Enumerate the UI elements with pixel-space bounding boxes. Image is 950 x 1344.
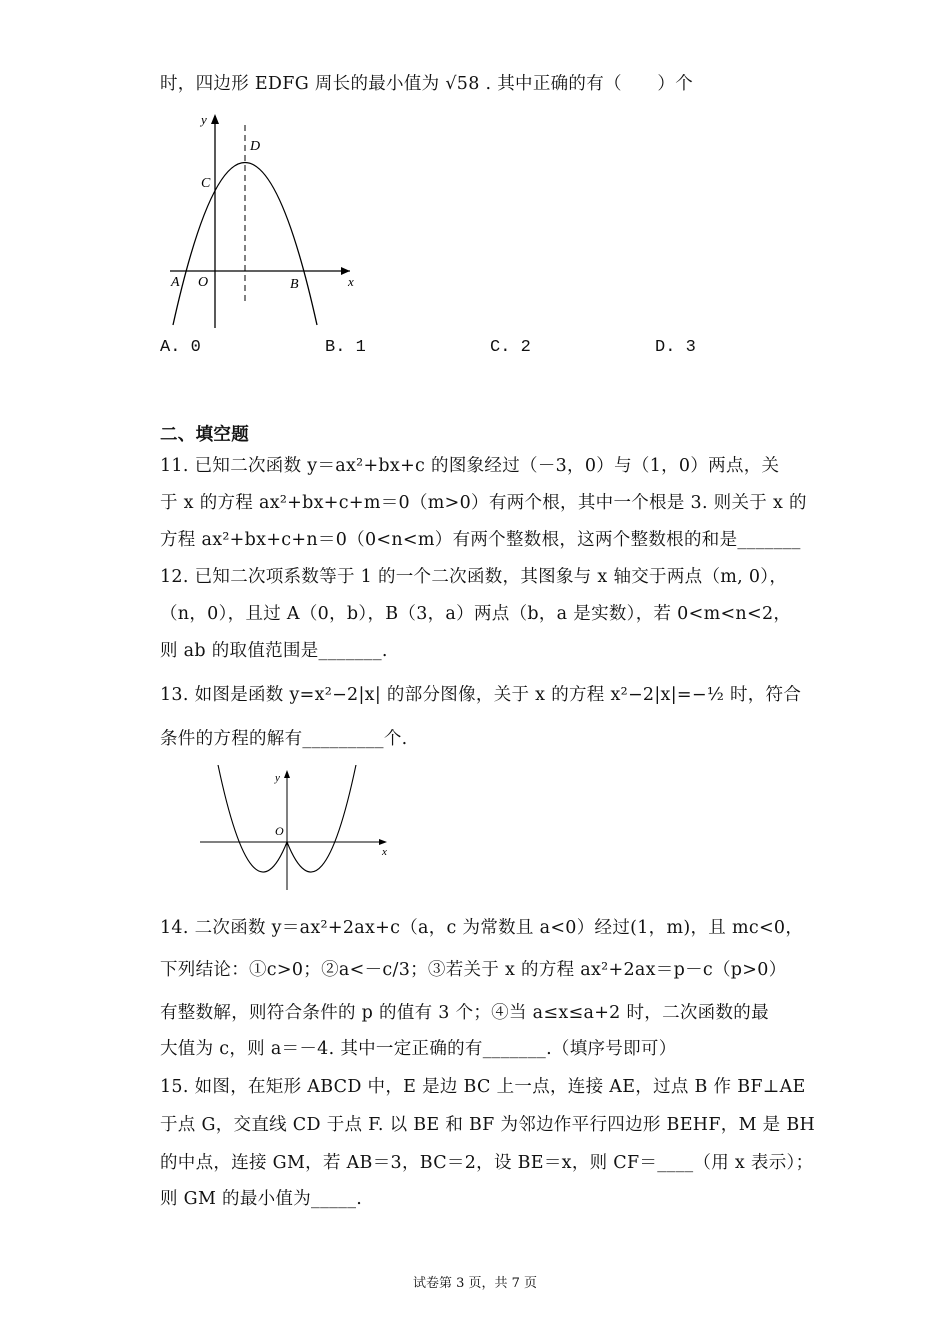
section-title: 二、填空题 <box>160 425 249 445</box>
option-d[interactable]: D. 3 <box>655 338 696 357</box>
q14-line: 下列结论：①c>0；②a<－c/3；③若关于 x 的方程 ax²+2ax＝p－c（p>0） <box>160 960 787 980</box>
page-footer: 试卷第 3 页，共 7 页 <box>412 1276 538 1291</box>
q12-line: 则 ab 的取值范围是_______. <box>160 641 388 661</box>
q11-line: 方程 ax²+bx+c+n＝0（0<n<m）有两个整数根，这两个整数根的和是_______ <box>160 530 801 550</box>
point-b-label: B <box>290 277 299 292</box>
q15-line: 15. 如图，在矩形 ABCD 中，E 是边 BC 上一点，连接 AE，过点 B 作 BF⊥AE <box>160 1077 806 1097</box>
option-a[interactable]: A. 0 <box>160 338 201 357</box>
q12-line: （n，0），且过 A（0，b），B（3，a）两点（b，a 是实数），若 0<m<n<2， <box>160 604 792 624</box>
y-axis-label: y <box>201 112 207 127</box>
q13-line: 条件的方程的解有_________个. <box>160 729 408 749</box>
q15-line: 则 GM 的最小值为_____. <box>160 1189 363 1209</box>
q15-line: 的中点，连接 GM，若 AB＝3，BC＝2，设 BE＝x，则 CF＝____（用 x 表示）； <box>160 1153 814 1173</box>
point-c-label: C <box>201 176 211 191</box>
q13-function-graph <box>195 765 395 895</box>
q14-line: 14. 二次函数 y＝ax²+2ax+c（a，c 为常数且 a<0）经过(1，m)，且 mc<0， <box>160 918 804 938</box>
q14-line: 大值为 c，则 a＝－4. 其中一定正确的有_______.（填序号即可） <box>160 1039 677 1059</box>
origin-label: O <box>198 275 209 290</box>
q11-line: 11. 已知二次函数 y＝ax²+bx+c 的图象经过（－3，0）与（1，0）两点，关 <box>160 456 780 476</box>
q10-parabola-graph <box>165 110 365 330</box>
q14-line: 有整数解，则符合条件的 p 的值有 3 个；④当 a≤x≤a+2 时，二次函数的最 <box>160 1003 769 1023</box>
q15-line: 于点 G，交直线 CD 于点 F. 以 BE 和 BF 为邻边作平行四边形 BEHF，M 是 BH <box>160 1115 816 1135</box>
option-c[interactable]: C. 2 <box>490 338 531 357</box>
q13-line: 13. 如图是函数 y=x²−2|x| 的部分图像，关于 x 的方程 x²−2|x|=−½ 时，符合 <box>160 685 802 705</box>
point-a-label: A <box>171 275 180 290</box>
q10-tail-text: 时，四边形 EDFG 周长的最小值为 √58 . 其中正确的有（ ）个 <box>160 74 694 94</box>
point-d-label: D <box>250 139 261 154</box>
x-axis-label: x <box>382 846 387 858</box>
x-axis-label: x <box>348 274 354 289</box>
origin-label: O <box>275 824 284 838</box>
q12-line: 12. 已知二次项系数等于 1 的一个二次函数，其图象与 x 轴交于两点（m, 0）， <box>160 567 788 587</box>
y-axis-label: y <box>275 772 280 784</box>
option-b[interactable]: B. 1 <box>325 338 366 357</box>
q11-line: 于 x 的方程 ax²+bx+c+m＝0（m>0）有两个根，其中一个根是 3. 则关于 x 的 <box>160 493 807 513</box>
